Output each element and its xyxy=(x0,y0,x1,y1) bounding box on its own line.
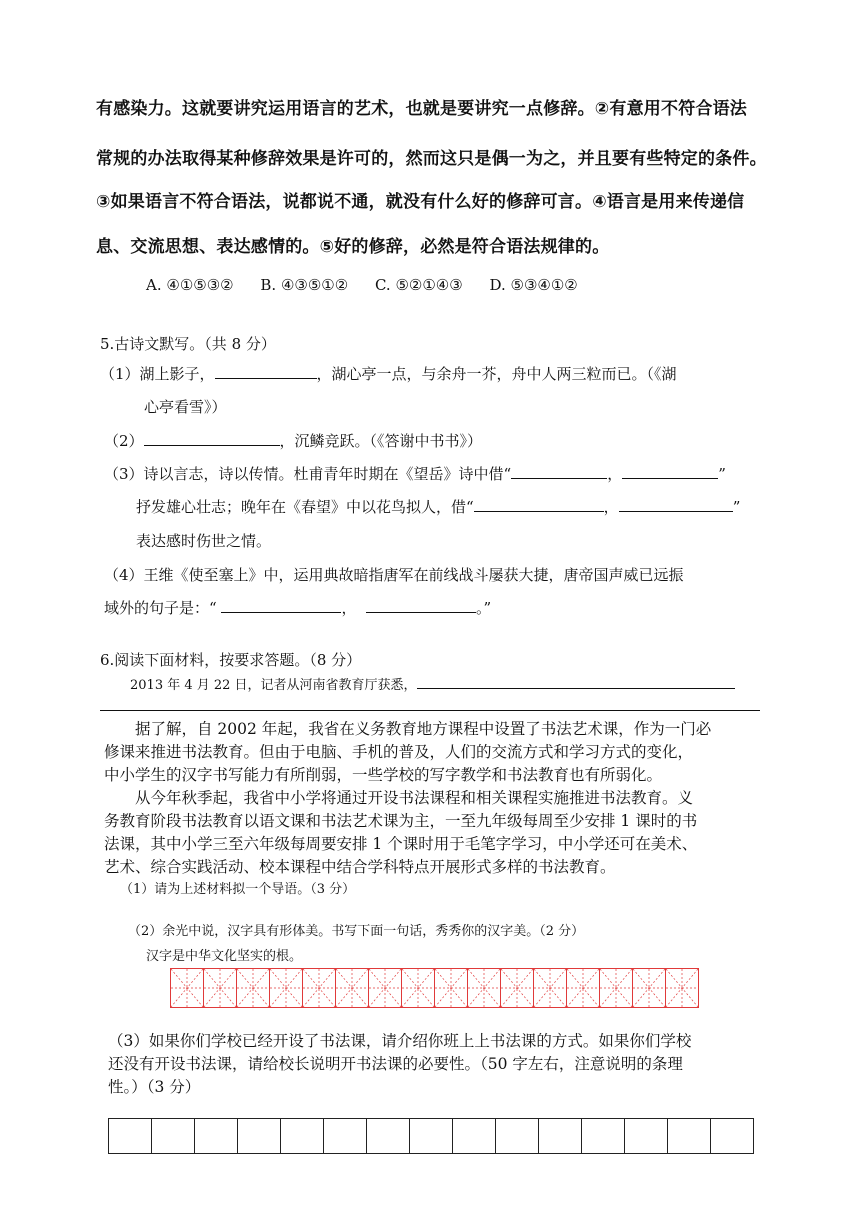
answer-cell[interactable] xyxy=(625,1119,668,1153)
answer-blank[interactable] xyxy=(215,363,317,379)
q5-sub1-line1: （1）湖上影子， ，湖心亭一点，与余舟一芥，舟中人两三粒而已。（《湖 xyxy=(100,365,677,383)
calligraphy-cell[interactable] xyxy=(600,969,633,1007)
answer-blank[interactable] xyxy=(221,597,341,613)
answer-cell[interactable] xyxy=(195,1119,238,1153)
calligraphy-cell[interactable] xyxy=(501,969,534,1007)
answer-cell[interactable] xyxy=(711,1119,753,1153)
calligraphy-cell[interactable] xyxy=(567,969,600,1007)
q5-sub1-line2: 心亭看雪》） xyxy=(144,398,227,416)
q6-sub2-sentence: 汉字是中华文化坚实的根。 xyxy=(146,949,303,964)
answer-cell[interactable] xyxy=(582,1119,625,1153)
q6-material: 据了解，自 2002 年起，我省在义务教育地方课程中设置了书法艺术课，作为一门必 修课来推进书法教育。但由于电脑、手机的普及，人们的交流方式和学习方式的变化， 中小学生的汉字书写能力有所削弱，一些学校的写字教学和书法教育也有所弱化。 从今年秋季起，我省中小学将通过开设书法课程和相关课程实施推进书法教育。义 务教育阶段书法教育以语文课和书法艺术课为主，一至九年级每周至少安排 1 课时的书 法课，其中小学三至六年级每周要安排 1 个课时用于毛笔字学习，中小学还可在美术、 艺术、综合实践活动、校本课程中结合学科特点开展形式多样的书法教育。 xyxy=(104,720,712,876)
answer-cell[interactable] xyxy=(410,1119,453,1153)
answer-cell[interactable] xyxy=(281,1119,324,1153)
calligraphy-cell[interactable] xyxy=(666,969,698,1007)
answer-cell[interactable] xyxy=(152,1119,195,1153)
answer-blank[interactable] xyxy=(622,463,718,479)
answer-options xyxy=(146,276,600,294)
q5-title: 5.古诗文默写。（共 8 分） xyxy=(100,335,276,353)
paragraph-line-2: 常规的办法取得某种修辞效果是许可的，然而这只是偶一为之，并且要有些特定的条件。 xyxy=(96,149,767,169)
q6-sub3: （3）如果你们学校已经开设了书法课，请介绍你班上上书法课的方式。如果你们学校 还没有开设书法课，请给校长说明开书法课的必要性。（50 字左右，注意说明的条理 性。）（3 分） xyxy=(108,1032,692,1096)
q5-sub3-line1: （3）诗以言志，诗以传情。杜甫青年时期在《望岳》诗中借“ ， ” xyxy=(104,465,726,483)
calligraphy-grid[interactable] xyxy=(170,968,699,1008)
q5-sub3-line2: 抒发雄心壮志；晚年在《春望》中以花鸟拟人，借“ ， ” xyxy=(136,498,741,516)
answer-cell[interactable] xyxy=(367,1119,410,1153)
option-a: A. ④①⑤③② xyxy=(146,276,234,294)
q5-sub4-line1: （4）王维《使至塞上》中，运用典故暗指唐军在前线战斗屡获大捷，唐帝国声威已远振 xyxy=(104,566,684,584)
calligraphy-cell[interactable] xyxy=(435,969,468,1007)
q6-lead: 2013 年 4 月 22 日，记者从河南省教育厅获悉， xyxy=(130,674,735,693)
answer-cell[interactable] xyxy=(324,1119,367,1153)
answer-cell[interactable] xyxy=(668,1119,711,1153)
answer-cell[interactable] xyxy=(496,1119,539,1153)
calligraphy-cell[interactable] xyxy=(369,969,402,1007)
calligraphy-cell[interactable] xyxy=(270,969,303,1007)
answer-cell[interactable] xyxy=(539,1119,582,1153)
q6-sub1: （1）请为上述材料拟一个导语。（3 分） xyxy=(120,882,356,897)
answer-blank[interactable] xyxy=(474,496,604,512)
calligraphy-cell[interactable] xyxy=(468,969,501,1007)
q6-sub2: （2）余光中说，汉字具有形体美。书写下面一句话，秀秀你的汉字美。（2 分） xyxy=(128,924,585,939)
paragraph-line-3: ③如果语言不符合语法，说都说不通，就没有什么好的修辞可言。④语言是用来传递信 xyxy=(96,192,745,212)
answer-blank[interactable] xyxy=(619,496,733,512)
answer-cell[interactable] xyxy=(238,1119,281,1153)
answer-blank[interactable] xyxy=(144,430,280,446)
calligraphy-cell[interactable] xyxy=(402,969,435,1007)
paragraph-line-4: 息、交流思想、表达感情的。⑤好的修辞，必然是符合语法规律的。 xyxy=(96,237,610,257)
answer-blank[interactable] xyxy=(511,463,607,479)
answer-blank[interactable] xyxy=(417,675,735,689)
q5-sub2: （2） ，沉鳞竞跃。（《答谢中书书》） xyxy=(104,432,483,450)
option-b: B. ④③⑤①② xyxy=(260,276,349,294)
answer-blank[interactable] xyxy=(366,597,476,613)
calligraphy-cell[interactable] xyxy=(237,969,270,1007)
q6-title: 6.阅读下面材料，按要求答题。（8 分） xyxy=(100,651,362,669)
option-d: D. ⑤③④①② xyxy=(489,276,578,294)
answer-cell[interactable] xyxy=(453,1119,496,1153)
q5-sub3-line3: 表达感时伤世之情。 xyxy=(136,532,272,550)
answer-line[interactable] xyxy=(100,710,760,711)
answer-cell[interactable] xyxy=(109,1119,152,1153)
calligraphy-cell[interactable] xyxy=(303,969,336,1007)
option-c: C. ⑤②①④③ xyxy=(374,276,463,294)
calligraphy-cell[interactable] xyxy=(336,969,369,1007)
paragraph-line-1: 有感染力。这就要讲究运用语言的艺术，也就是要讲究一点修辞。②有意用不符合语法 xyxy=(96,99,747,119)
calligraphy-cell[interactable] xyxy=(204,969,237,1007)
answer-grid[interactable] xyxy=(108,1118,754,1154)
calligraphy-cell[interactable] xyxy=(633,969,666,1007)
calligraphy-cell[interactable] xyxy=(534,969,567,1007)
q5-sub4-line2: 域外的句子是：“ ， 。” xyxy=(104,599,492,617)
calligraphy-cell[interactable] xyxy=(171,969,204,1007)
